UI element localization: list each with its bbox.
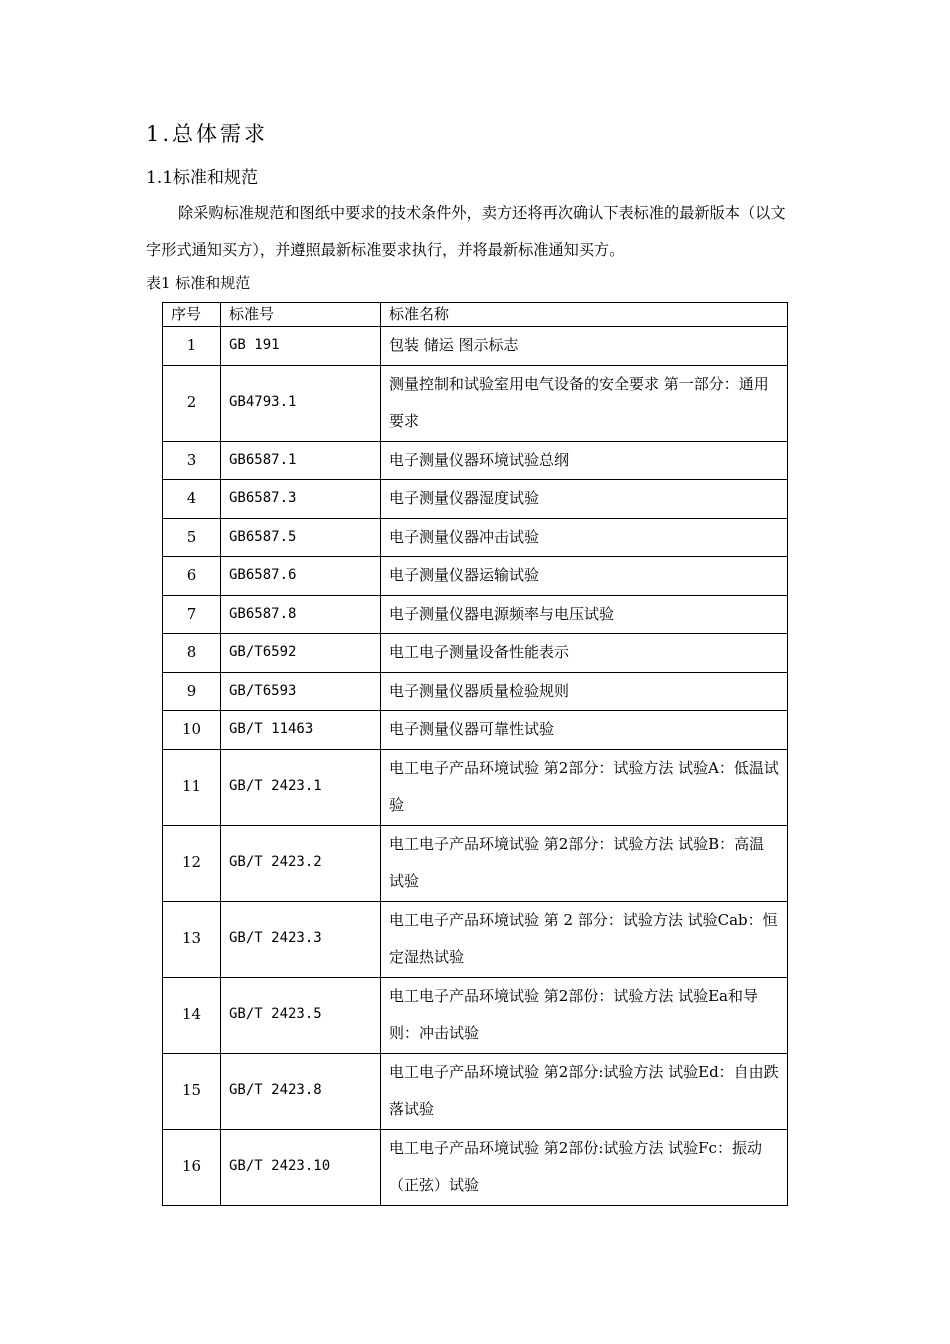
row-standard-code: GB/T6592 xyxy=(221,634,381,673)
row-standard-name: 电子测量仪器运输试验 xyxy=(381,557,788,596)
table-row xyxy=(163,441,788,480)
table-row xyxy=(163,480,788,519)
row-standard-name: 电工电子产品环境试验 第2部分:试验方法 试验Ed：自由跌落试验 xyxy=(381,1053,788,1129)
row-index: 2 xyxy=(163,365,221,441)
row-standard-code: GB/T 2423.3 xyxy=(221,901,381,977)
standards-table xyxy=(162,302,788,1206)
row-index: 1 xyxy=(163,327,221,366)
row-standard-code: GB6587.6 xyxy=(221,557,381,596)
row-standard-name: 电工电子测量设备性能表示 xyxy=(381,634,788,673)
header-name: 标准名称 xyxy=(381,303,788,327)
row-standard-code: GB/T 11463 xyxy=(221,711,381,750)
row-standard-code: GB/T 2423.1 xyxy=(221,749,381,825)
row-index: 13 xyxy=(163,901,221,977)
row-standard-code: GB4793.1 xyxy=(221,365,381,441)
table-caption: 表1 标准和规范 xyxy=(146,274,251,292)
table-row xyxy=(163,749,788,825)
row-index: 8 xyxy=(163,634,221,673)
row-standard-name: 电工电子产品环境试验 第2部分：试验方法 试验B：高温试验 xyxy=(381,825,788,901)
row-index: 10 xyxy=(163,711,221,750)
row-standard-code: GB 191 xyxy=(221,327,381,366)
subsection-heading: 1.1标准和规范 xyxy=(146,168,259,188)
row-index: 3 xyxy=(163,441,221,480)
row-index: 6 xyxy=(163,557,221,596)
row-standard-name: 电子测量仪器湿度试验 xyxy=(381,480,788,519)
table-row xyxy=(163,672,788,711)
row-standard-name: 包装 储运 图示标志 xyxy=(381,327,788,366)
row-index: 16 xyxy=(163,1129,221,1205)
row-standard-name: 电子测量仪器可靠性试验 xyxy=(381,711,788,750)
row-standard-code: GB6587.8 xyxy=(221,595,381,634)
table-row xyxy=(163,1129,788,1205)
table-row xyxy=(163,327,788,366)
intro-paragraph-text: 除采购标准规范和图纸中要求的技术条件外，卖方还将再次确认下表标准的最新版本（以文字形式通知买方），并遵照最新标准要求执行，并将最新标准通知买方。 xyxy=(146,204,786,259)
row-standard-name: 电子测量仪器质量检验规则 xyxy=(381,672,788,711)
row-index: 15 xyxy=(163,1053,221,1129)
row-standard-name: 电工电子产品环境试验 第2部份:试验方法 试验Fc：振动（正弦）试验 xyxy=(381,1129,788,1205)
row-index: 11 xyxy=(163,749,221,825)
table-row xyxy=(163,557,788,596)
row-standard-code: GB6587.5 xyxy=(221,518,381,557)
table-row xyxy=(163,595,788,634)
table-row xyxy=(163,901,788,977)
row-standard-name: 电子测量仪器环境试验总纲 xyxy=(381,441,788,480)
row-standard-name: 电子测量仪器冲击试验 xyxy=(381,518,788,557)
table-row xyxy=(163,634,788,673)
row-standard-code: GB6587.1 xyxy=(221,441,381,480)
table-row xyxy=(163,1053,788,1129)
row-standard-code: GB/T 2423.10 xyxy=(221,1129,381,1205)
row-standard-code: GB/T 2423.8 xyxy=(221,1053,381,1129)
row-standard-code: GB6587.3 xyxy=(221,480,381,519)
table-row xyxy=(163,365,788,441)
row-standard-name: 电子测量仪器电源频率与电压试验 xyxy=(381,595,788,634)
row-index: 5 xyxy=(163,518,221,557)
row-index: 14 xyxy=(163,977,221,1053)
row-index: 7 xyxy=(163,595,221,634)
table-row xyxy=(163,518,788,557)
row-standard-code: GB/T 2423.2 xyxy=(221,825,381,901)
table-row xyxy=(163,825,788,901)
header-index: 序号 xyxy=(163,303,221,327)
table-row xyxy=(163,977,788,1053)
row-index: 9 xyxy=(163,672,221,711)
row-standard-name: 电工电子产品环境试验 第2部分：试验方法 试验A：低温试验 xyxy=(381,749,788,825)
row-standard-code: GB/T 2423.5 xyxy=(221,977,381,1053)
row-standard-name: 电工电子产品环境试验 第2部份：试验方法 试验Ea和导则：冲击试验 xyxy=(381,977,788,1053)
row-standard-name: 电工电子产品环境试验 第 2 部分：试验方法 试验Cab：恒定湿热试验 xyxy=(381,901,788,977)
header-code: 标准号 xyxy=(221,303,381,327)
row-index: 12 xyxy=(163,825,221,901)
table-header-row xyxy=(163,303,788,327)
section-heading: 1.总体需求 xyxy=(146,122,269,146)
row-standard-name: 测量控制和试验室用电气设备的安全要求 第一部分：通用要求 xyxy=(381,365,788,441)
intro-paragraph xyxy=(146,195,796,269)
row-standard-code: GB/T6593 xyxy=(221,672,381,711)
row-index: 4 xyxy=(163,480,221,519)
table-row xyxy=(163,711,788,750)
